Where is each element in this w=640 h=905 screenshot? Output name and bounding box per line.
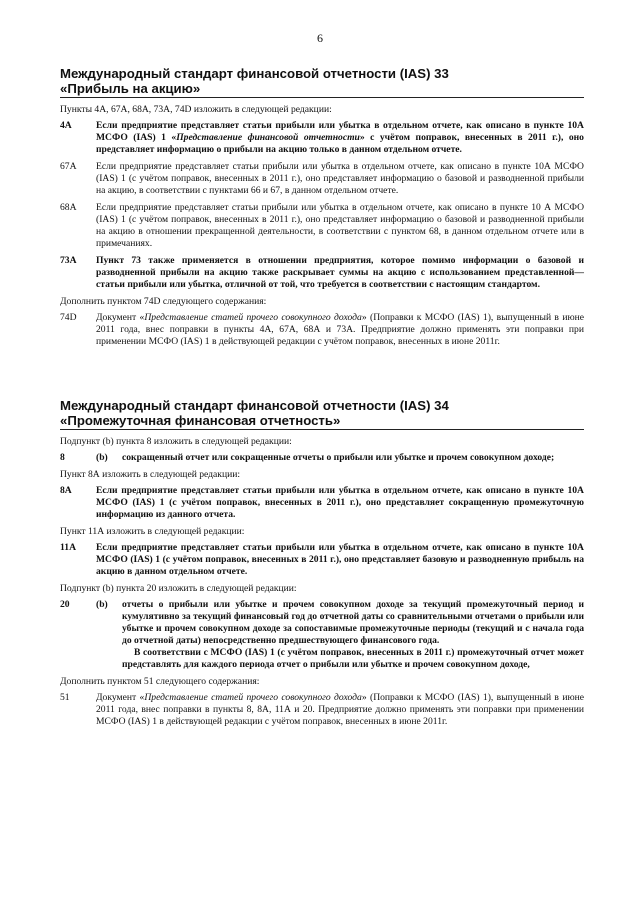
ias33-heading-line1: Международный стандарт финансовой отчетности (IAS) 33: [60, 66, 449, 81]
paragraph-text: Если предприятие представляет статьи прибыли или убытка в отдельном отчете, как описано в пункте 10А МСФО (IAS) 1 (с учётом поправок, внесенных в 2011 г.), оно представляет информацию о базовой и разводненной прибыли на акцию, в соответствии с пунктами 66 и 67, в данном отдельном отчете.: [96, 161, 584, 196]
paragraph-text: Пункт 73 также применяется в отношении предприятия, которое помимо информации о базовой и разводненной прибыли на акцию также раскрывает суммы на акцию с использованием представленной—статьи прибыли или убытка, отличной от той, что требуется в соответствии с настоящим стандартом.: [96, 255, 584, 290]
paragraph-number: 68А: [60, 202, 77, 213]
paragraph-number: 73А: [60, 255, 77, 266]
paragraph-74d: [60, 312, 584, 348]
paragraph-number: 8: [60, 452, 65, 463]
paragraph-73a: [60, 255, 584, 291]
subparagraph-letter: (b): [96, 452, 108, 463]
paragraph-51: [60, 692, 584, 728]
ias33-heading-line2: «Прибыль на акцию»: [60, 81, 201, 96]
paragraph-text: Если предприятие представляет статьи прибыли или убытка в отдельном отчете, как описано в пункте 10А МСФО (IAS) 1 (с учётом поправок, внесенных в 2011 г.), оно представляет сокращенную промежуточную информацию из данного отчета.: [96, 485, 584, 520]
ias34-instruction-3: Пункт 11А изложить в следующей редакции:: [60, 526, 245, 537]
ias34-instruction-5: Дополнить пунктом 51 следующего содержания:: [60, 676, 260, 687]
ias34-instruction-4: Подпункт (b) пункта 20 изложить в следующей редакции:: [60, 583, 297, 594]
subparagraph-letter: (b): [96, 599, 108, 610]
paragraph-text-continued: В соответствии с МСФО (IAS) 1 (с учётом поправок, внесенных в 2011 г.) промежуточный отчет может представлять для каждого периода отчет о прибыли или убытке и прочем совокупном доходе,: [122, 647, 584, 670]
ias34-heading-line2: «Промежуточная финансовая отчетность»: [60, 413, 341, 428]
paragraph-number: 20: [60, 599, 70, 610]
ias33-instruction-2: Дополнить пунктом 74D следующего содержания:: [60, 296, 267, 307]
paragraph-number: 74D: [60, 312, 77, 323]
section-ias33: [60, 66, 584, 353]
paragraph-text: Документ «Представление статей прочего совокупного дохода» (Поправки к МСФО (IAS) 1), выпущенный в июне 2011 года, внес поправки в пункты 8, 8А, 11А и 20. Предприятие должно применять эти поправки при применении МСФО (IAS) 1 в действующей редакции с учётом поправок, внесенных в июне 2011г.: [96, 692, 585, 727]
paragraph-4a: [60, 120, 584, 156]
paragraph-number: 51: [60, 692, 70, 703]
paragraph-number: 8А: [60, 485, 72, 496]
paragraph-67a: [60, 161, 584, 197]
paragraph-text: Документ «Представление статей прочего совокупного дохода» (Поправки к МСФО (IAS) 1), выпущенный в июне 2011 года, внес поправки в пункты 4А, 67А, 68А и 73А. Предприятие должно применять эти поправки при применении МСФО (IAS) 1 в действующей редакции с учётом поправок, внесенных в июне 2011г.: [96, 312, 585, 347]
paragraph-number: 4А: [60, 120, 72, 131]
ias34-heading: [60, 398, 584, 430]
section-ias34: [60, 398, 584, 733]
ias34-heading-line1: Международный стандарт финансовой отчетности (IAS) 34: [60, 398, 449, 413]
ias33-instruction-1: Пункты 4А, 67А, 68А, 73А, 74D изложить в следующей редакции:: [60, 104, 332, 115]
paragraph-11a: [60, 542, 584, 578]
paragraph-8a: [60, 485, 584, 521]
paragraph-text: Если предприятие представляет статьи прибыли или убытка в отдельном отчете, как описано в пункте 10А МСФО (IAS) 1 (с учётом поправок, внесенных в 2011 г.), оно представляет базовую и разводненную прибыль на акцию в данном отдельном отчете.: [96, 542, 584, 577]
paragraph-number: 67А: [60, 161, 77, 172]
paragraph-text: отчеты о прибыли или убытке и прочем совокупном доходе за текущий промежуточный период и кумулятивно за текущий финансовый год до отчетной даты со сравнительными отчетами о прибыли или убытке и прочем совокупном доходе за сопоставимые промежуточные периоды (текущий и с начала года до отчетной даты) непосредственно предшествующего финансового года.: [122, 599, 584, 646]
paragraph-text: сокращенный отчет или сокращенные отчеты о прибыли или убытке и прочем совокупном доходе;: [122, 452, 555, 463]
ias33-heading: [60, 66, 584, 98]
paragraph-20: [60, 599, 584, 671]
paragraph-8: [60, 452, 584, 464]
paragraph-number: 11А: [60, 542, 76, 553]
paragraph-text: Если предприятие представляет статьи прибыли или убытка в отдельном отчете, как описано в пункте 10А МСФО (IAS) 1 «Представление финансовой отчетности» с учётом поправок, внесенных в 2011 г.), оно представляет информацию о прибыли на акцию только в данном отдельном отчете.: [96, 120, 584, 155]
ias34-instruction-1: Подпункт (b) пункта 8 изложить в следующей редакции:: [60, 436, 292, 447]
paragraph-text: Если предприятие представляет статьи прибыли или убытка в отдельном отчете, как описано в пункте 10 А МСФО (IAS) 1 (с учётом поправок, внесенных в 2011 г.), оно представляет информацию о базовой и разводненной прибыли на акцию в отношении прекращенной деятельности, в соответствии с пунктом 68, в данном отдельном отчете или в примечаниях.: [96, 202, 584, 249]
ias34-instruction-2: Пункт 8А изложить в следующей редакции:: [60, 469, 241, 480]
paragraph-68a: [60, 202, 584, 250]
page-number: 6: [317, 31, 323, 45]
